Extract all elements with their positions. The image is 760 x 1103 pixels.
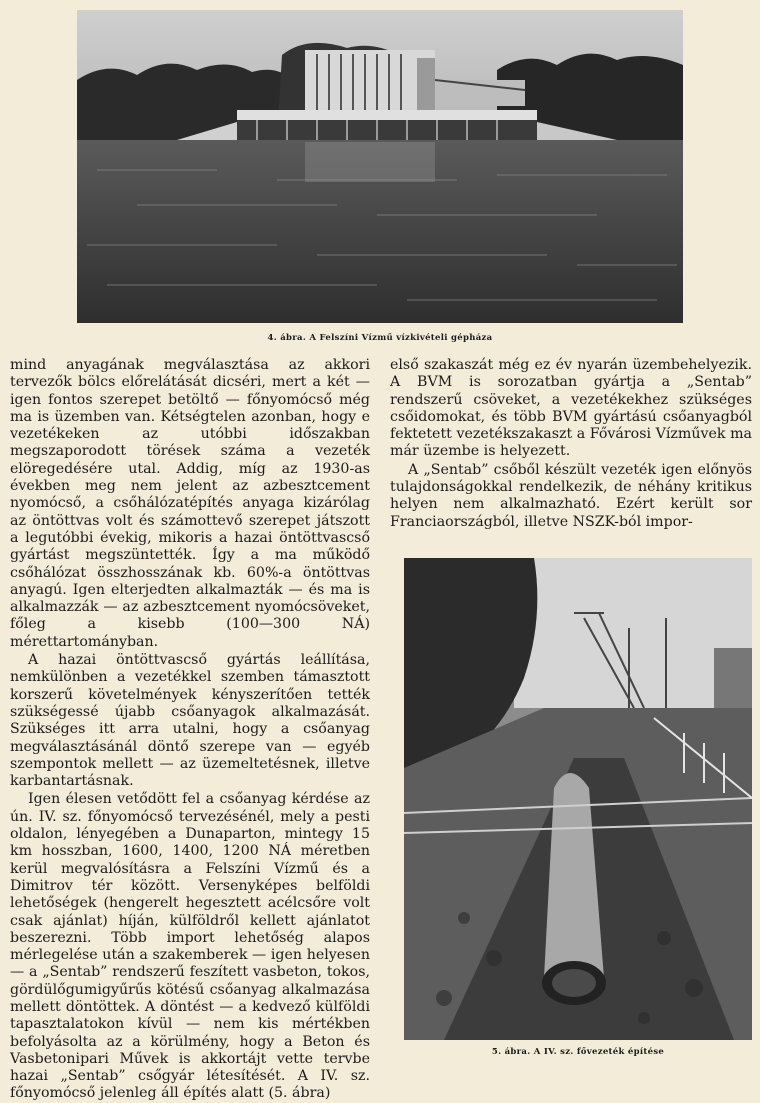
paragraph: első szakaszát még ez év nyarán üzembehelyezik. A BVM is sorozatban gyártja a „Sentab” rendszerű csöveket, a vezetékekhez szükséges csőidomokat, és több BVM gyártású csőanyagból fektetett vezetékszakaszt a Fővárosi Vízművek ma már üzembe is helyezett. [390, 357, 752, 460]
paragraph: Igen élesen vetődött fel a csőanyag kérdése az ún. IV. sz. főnyomócső tervezésénél, mely a pesti oldalon, lényegében a Dunaparton, mintegy 15 km hosszban, 1600, 1400, 1200 NÁ méretben kerül megvalósításra a Felszíni Vízmű és a Dimitrov tér között. Versenyképes belföldi lehetőségek (hengerelt hegesztett acélcsőre volt csak ajánlat) híján, külföldről kellett ajánlatot beszerezni. Több import lehetőség alapos mérlegelése után a szakemberek — igen helyesen — a „Sentab” rendszerű feszített vasbeton, tokos, gördülőgumigyűrűs kötésű csőanyag alkalmazása mellett döntöttek. A döntést — a kedvező külföldi tapasztalatokon kívül — nem kis mértékben befolyásolta az a körülmény, hogy a Beton és Vasbetonipari Művek is akkortájt vette tervbe hazai „Sentab” csőgyár létesítését. A IV. sz. főnyomócső jelenleg áll építés alatt (5. ábra) [10, 791, 370, 1102]
paragraph: mind anyagának megválasztása az akkori tervezők bölcs előrelátását dicséri, mert a két — igen fontos szerepet betöltő — főnyomócső még ma is üzemben van. Kétségtelen azonban, hogy e vezetékeken az utóbbi időszakban megszaporodott törések száma a vezeték elöregedésére utal. Addig, míg az 1930-as években meg nem jelent az azbesztcement nyomócső, a csőhálózatépítés anyaga kizárólag az öntöttvas volt és számottevő szerepet játszott a legutóbbi évekig, mikoris a hazai öntöttvascső gyártást megszüntették. Így a ma működő csőhálózat összhosszának kb. 60%-a öntöttvas anyagú. Igen elterjedten alkalmazták — és ma is alkalmazzák — az azbesztcement nyomócsöveket, főleg a kisebb (100—300 NÁ) mérettartományban. [10, 357, 370, 650]
figure-5-caption: 5. ábra. A IV. sz. fővezeték építése [491, 1047, 665, 1057]
figure-5-photo [404, 558, 752, 1040]
right-text-column [390, 357, 752, 531]
left-text-column [10, 357, 370, 1103]
figure-4-caption: 4. ábra. A Felszíni Vízmű vízkivételi gépháza [267, 333, 493, 343]
paragraph: A hazai öntöttvascső gyártás leállítása, nemkülönben a vezetékkel szemben támasztott korszerű követelmények kényszerítően tették szükségessé újabb csőanyagok alkalmazását. Szükséges itt arra utalni, hogy a csőanyag megválasztásánál döntő szerepe van — egyéb szempontok mellett — az üzemeltetésnek, illetve karbantartásnak. [10, 652, 370, 790]
figure-4-photo [77, 10, 683, 323]
paragraph: A „Sentab” csőből készült vezeték igen előnyös tulajdonságokkal rendelkezik, de néhány kritikus helyen nem alkalmazható. Ezért került sor Franciaországból, illetve NSZK-ból impor- [390, 461, 752, 530]
